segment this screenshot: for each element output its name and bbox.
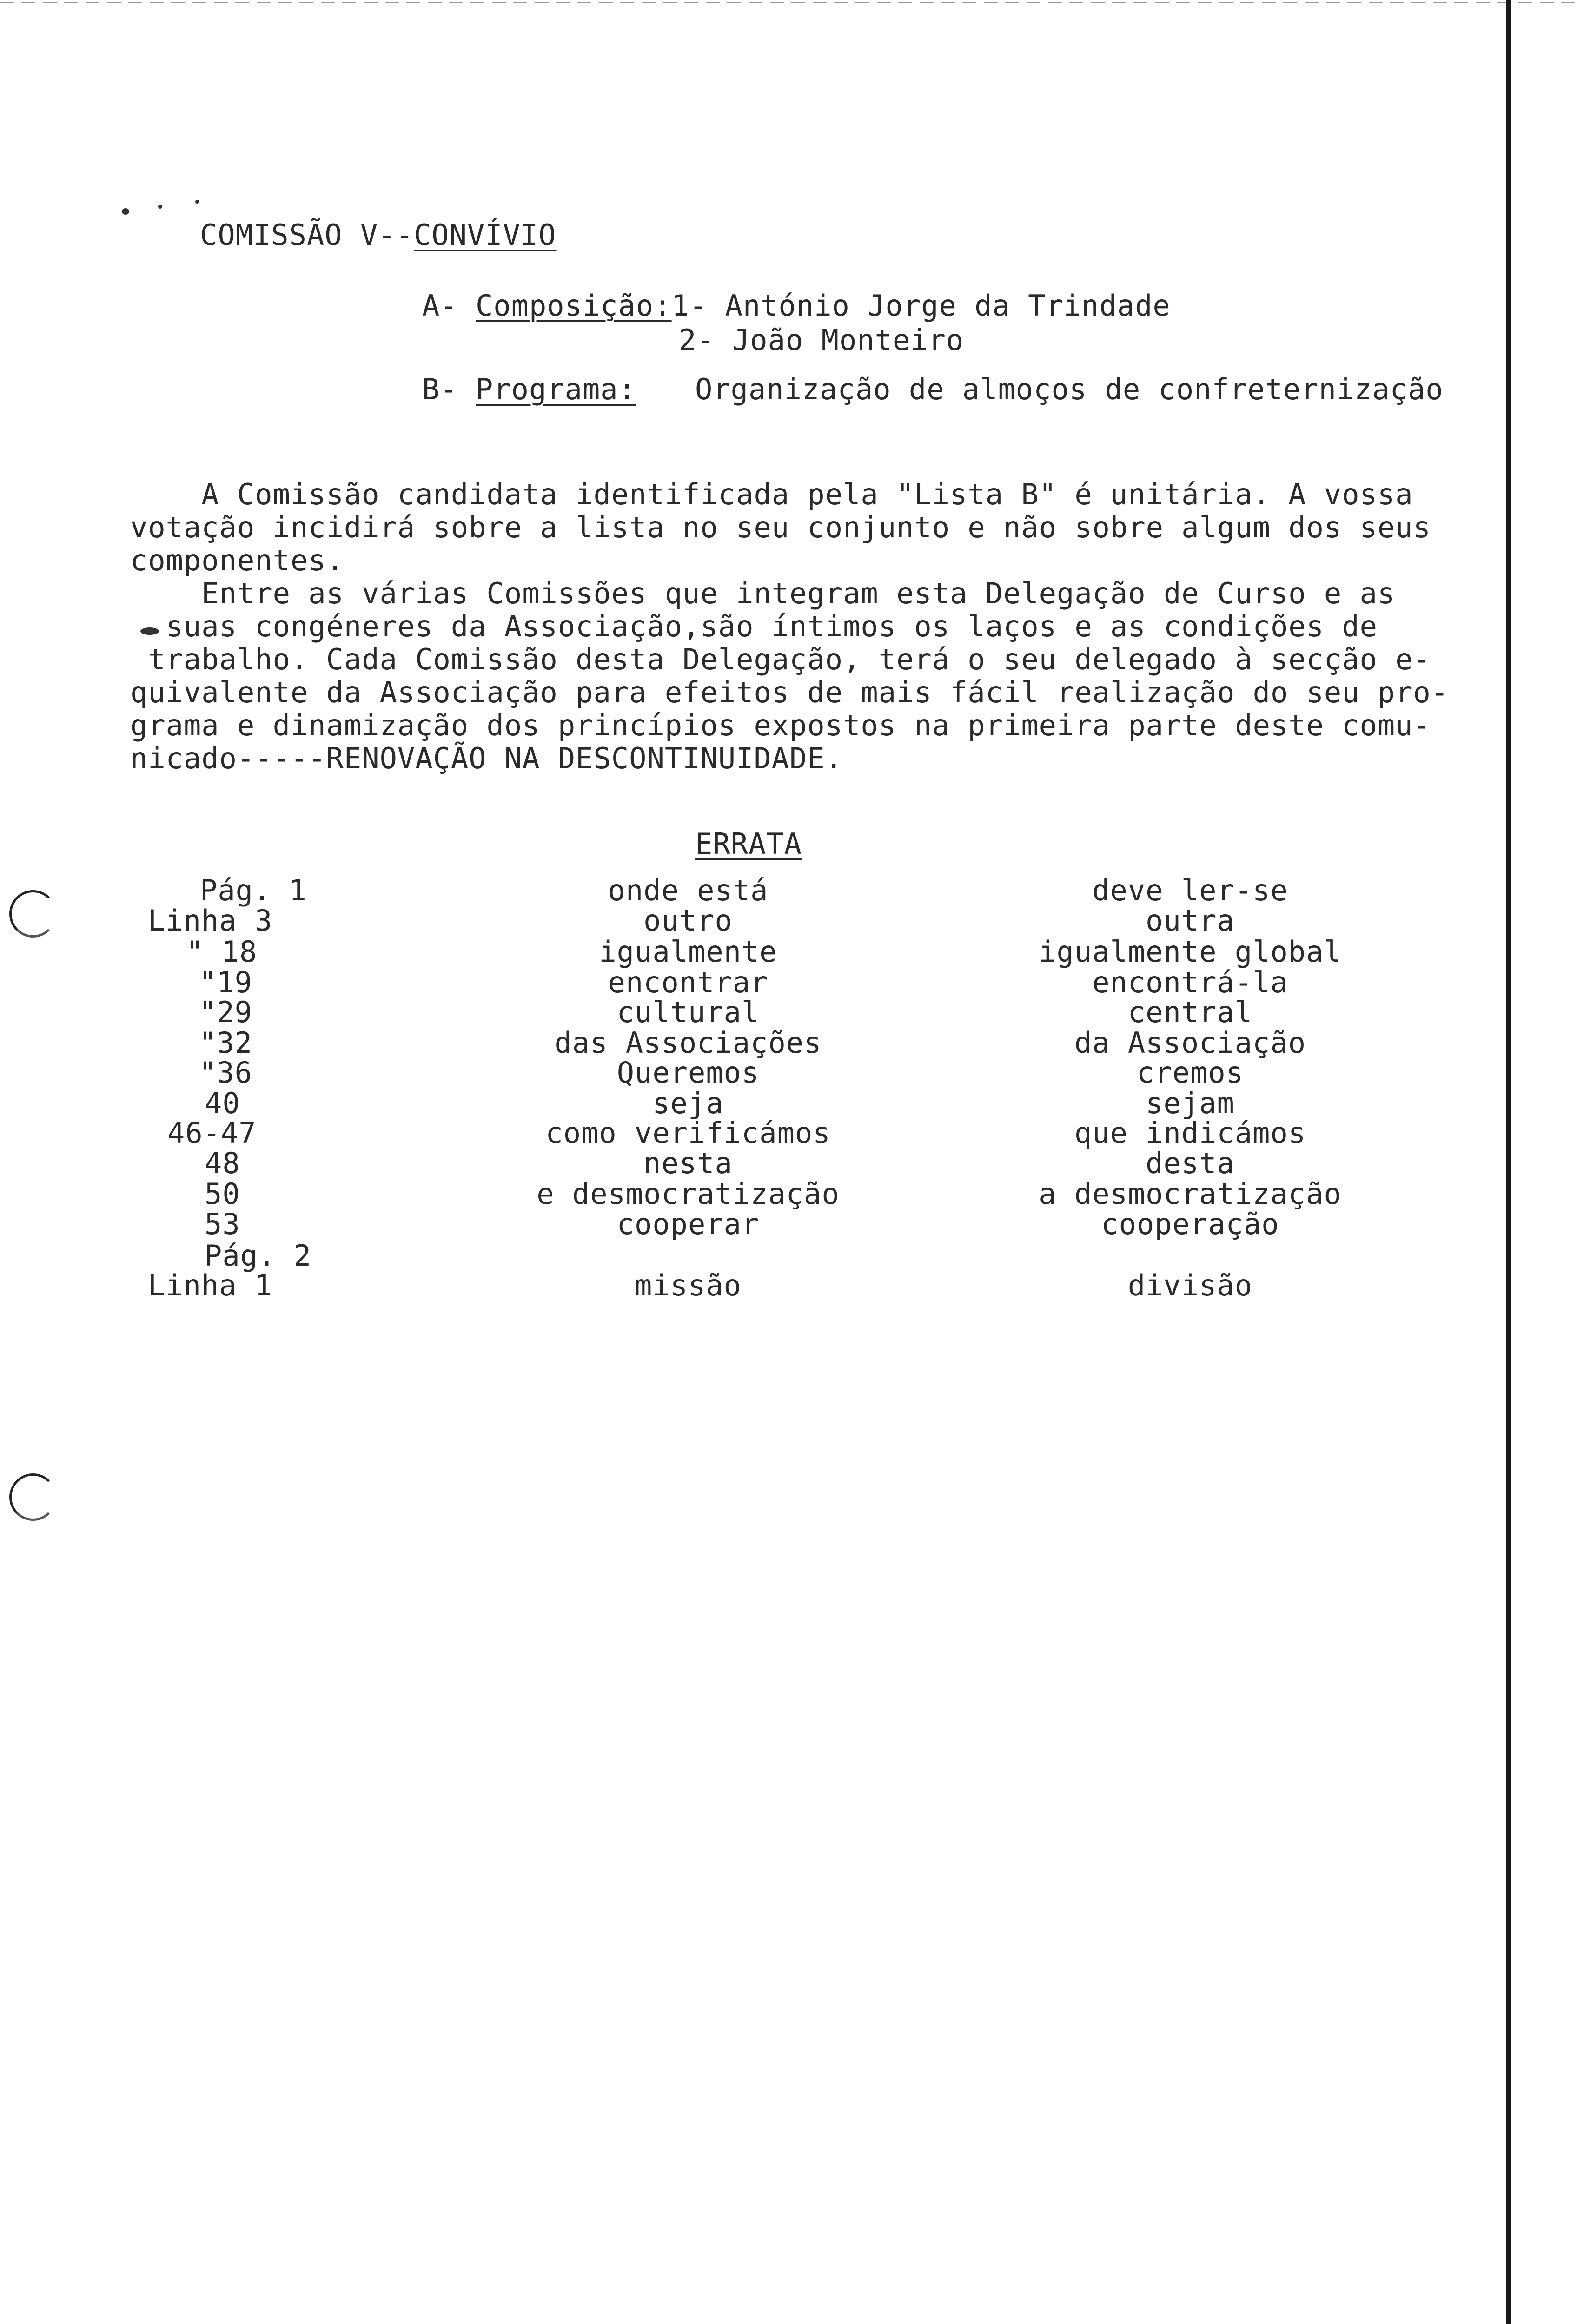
errata-wrong-text: onde está	[608, 873, 769, 907]
ink-speck	[122, 208, 129, 215]
errata-ref: "19	[199, 965, 252, 999]
programa-text: Organização de almoços de confreternização	[695, 372, 1444, 406]
errata-wrong-text: cultural	[616, 995, 760, 1029]
errata-wrong-text: Queremos	[616, 1056, 760, 1089]
errata-ref: Pág. 2	[205, 1239, 311, 1273]
errata-correct-text: que indicámos	[1074, 1116, 1306, 1150]
errata-wrong-text: missão	[635, 1268, 742, 1302]
errata-ref: "32	[199, 1026, 252, 1060]
programa-label: Programa:	[475, 372, 636, 406]
top-edge-line	[0, 2, 1577, 3]
errata-wrong-text: como verificámos	[545, 1116, 831, 1150]
errata-ref: " 18	[186, 935, 258, 969]
errata-correct-text: da Associação	[1074, 1026, 1306, 1060]
errata-wrong-text: igualmente	[599, 935, 777, 969]
errata-correct-text: a desmocratização	[1039, 1177, 1342, 1211]
errata-ref: 40	[205, 1086, 240, 1120]
errata-ref: Linha 1	[148, 1268, 273, 1302]
paragraph-line: nicado-----RENOVAÇÃO NA DESCONTINUIDADE.	[130, 741, 843, 775]
errata-ref: "36	[199, 1056, 252, 1089]
errata-wrong-text: seja	[652, 1086, 724, 1120]
errata-ref: Linha 3	[148, 904, 273, 938]
errata-correct-text: encontrá-la	[1092, 965, 1288, 999]
errata-ref: 50	[205, 1177, 240, 1211]
punch-hole-bottom	[9, 1473, 57, 1521]
paragraph-line: componentes.	[130, 543, 344, 577]
errata-title: ERRATA	[695, 827, 802, 861]
paragraph-line: suas congéneres da Associação,são íntimos os laços e as condições de	[130, 609, 1378, 643]
errata-ref: 46-47	[167, 1116, 257, 1150]
errata-wrong-text: das Associações	[554, 1026, 822, 1060]
errata-ref: 48	[205, 1146, 240, 1180]
errata-correct-text: igualmente global	[1039, 935, 1342, 969]
paragraph-line: votação incidirá sobre a lista no seu conjunto e não sobre algum dos seus	[130, 510, 1431, 544]
errata-correct-text: cremos	[1137, 1056, 1244, 1089]
punch-hole-top	[9, 890, 57, 938]
member-1: 1- António Jorge da Trindade	[671, 289, 1171, 323]
ink-speck	[195, 200, 199, 204]
composicao-label: Composição:	[475, 289, 672, 323]
section-b: B- Programa:	[422, 372, 636, 406]
section-a: A- Composição:1- António Jorge da Trindade	[422, 289, 1171, 323]
paragraph-line: grama e dinamização dos princípios expostos na primeira parte deste comu-	[130, 708, 1431, 742]
paragraph-line: trabalho. Cada Comissão desta Delegação, terá o seu delegado à secção e-	[130, 642, 1431, 676]
ink-speck	[158, 205, 162, 209]
errata-correct-text: cooperação	[1101, 1207, 1279, 1241]
errata-correct-text: sejam	[1146, 1086, 1235, 1120]
member-2: 2- João Monteiro	[679, 323, 964, 357]
errata-ref: Pág. 1	[200, 873, 307, 907]
errata-correct-text: desta	[1146, 1146, 1235, 1180]
commission-title: COMISSÃO V--CONVÍVIO	[200, 218, 557, 252]
paragraph-line: quivalente da Associação para efeitos de mais fácil realização do seu pro-	[130, 675, 1449, 709]
errata-wrong-text: outro	[643, 904, 733, 938]
right-margin-line	[1506, 0, 1511, 2324]
errata-correct-text: deve ler-se	[1092, 873, 1288, 907]
errata-wrong-text: nesta	[643, 1146, 733, 1180]
errata-wrong-text: cooperar	[616, 1207, 760, 1241]
paragraph-line: A Comissão candidata identificada pela "Lista B" é unitária. A vossa	[130, 477, 1413, 511]
errata-correct-text: outra	[1146, 904, 1235, 938]
body-text	[130, 478, 1478, 775]
paragraph-line: Entre as várias Comissões que integram esta Delegação de Curso e as	[130, 576, 1396, 610]
errata-wrong-text: e desmocratização	[537, 1177, 840, 1211]
errata-correct-text: central	[1127, 995, 1253, 1029]
errata-wrong-text: encontrar	[608, 965, 769, 999]
errata-ref: "29	[199, 995, 252, 1029]
errata-ref: 53	[205, 1207, 240, 1241]
errata-correct-text: divisão	[1127, 1268, 1253, 1302]
